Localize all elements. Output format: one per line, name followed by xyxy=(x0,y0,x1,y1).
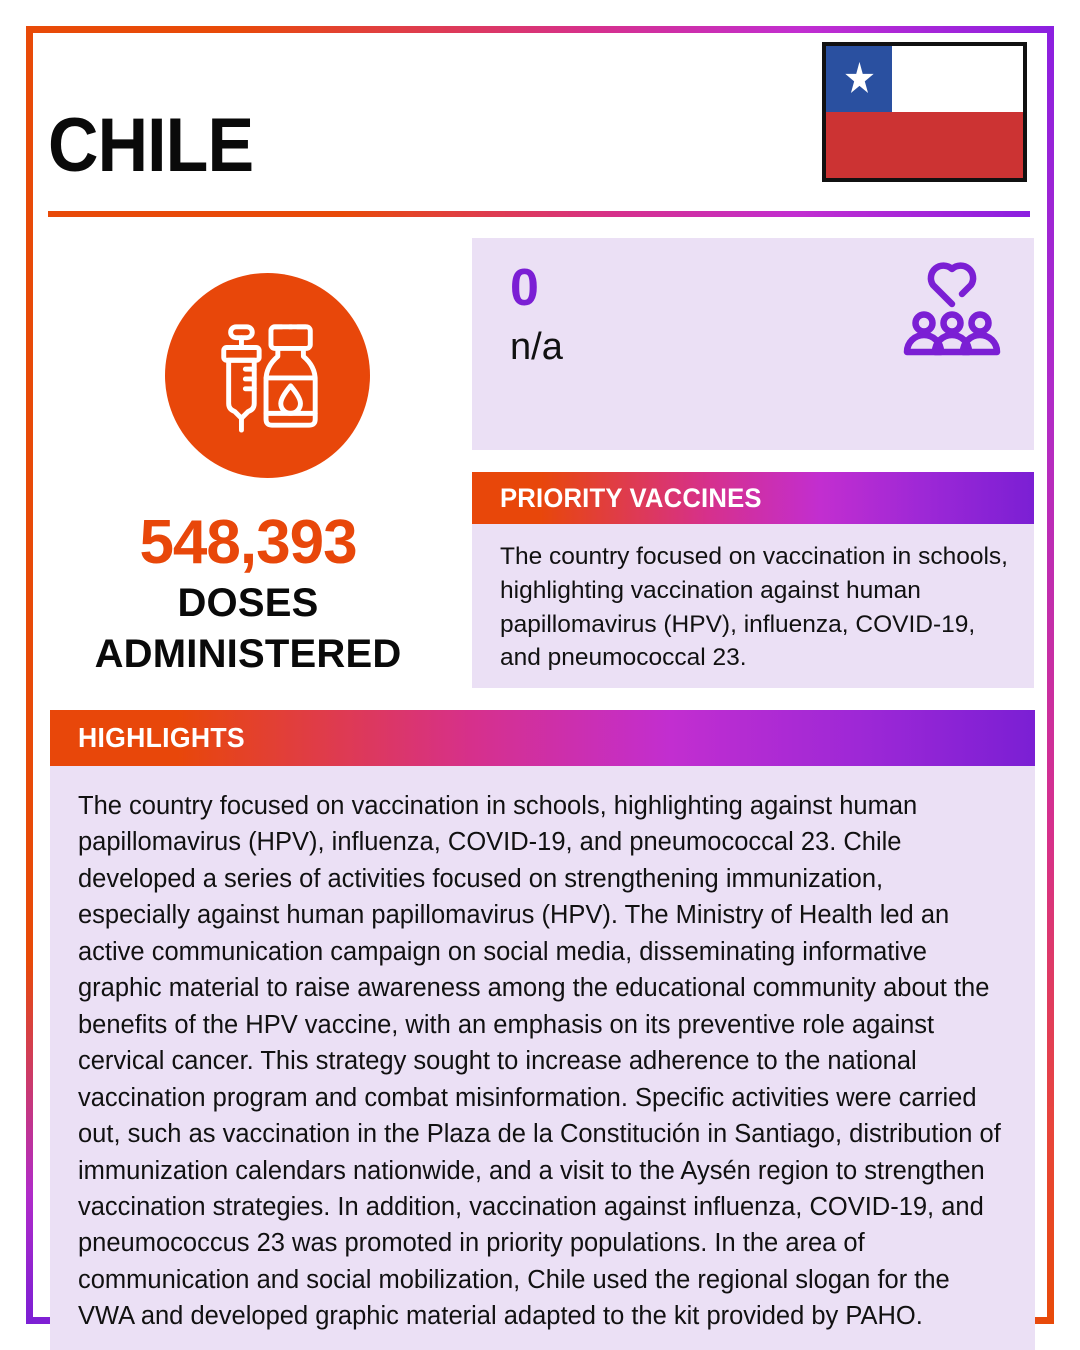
doses-number: 548,393 xyxy=(139,508,357,577)
syringe-vial-icon xyxy=(165,273,370,478)
highlights-header xyxy=(50,710,1035,766)
stat-subtitle: n/a xyxy=(510,326,563,368)
frame-border-left xyxy=(26,26,33,1324)
stat-card xyxy=(472,238,1034,450)
heart-people-icon xyxy=(902,260,1002,360)
frame-border-top xyxy=(26,26,1054,33)
highlights-text: The country focused on vaccination in schools, highlighting against human papillomavirus (HPV), influenza, COVID-19, and pneumococcal 23. Chile developed a series of activities focused on strengthening immunization, especially against human papillomavirus (HPV). The Ministry of Health led an active communication campaign on social media, disseminating informative graphic material to raise awareness among the educational community about the benefits of the HPV vaccine, with an emphasis on its preventive role against cervical cancer. This strategy sought to increase adherence to the national vaccination program and combat misinformation. Specific activities were carried out, such as vaccination in the Plaza de la Constitución in Santiago, distribution of immunization calendars nationwide, and a visit to the Aysén region to strengthen vaccination strategies. In addition, vaccination against influenza, COVID-19, and pneumococcus 23 was promoted in priority populations. In the area of communication and social mobilization, Chile used the regional slogan for the VWA and developed graphic material adapted to the kit provided by PAHO. xyxy=(78,792,1001,1331)
priority-vaccines-text: The country focused on vaccination in schools, highlighting vaccination against human papillomavirus (HPV), influenza, COVID-19, and pneumococcal 23. xyxy=(500,543,1008,672)
highlights-body xyxy=(50,766,1035,1350)
priority-vaccines-panel xyxy=(472,472,1034,688)
flag-red-stripe xyxy=(826,112,1023,178)
highlights-heading: HIGHLIGHTS xyxy=(78,722,245,753)
doses-label-line2: ADMINISTERED xyxy=(94,632,402,677)
flag-white-field xyxy=(892,46,1023,112)
priority-vaccines-body xyxy=(472,524,1034,688)
frame-border-right xyxy=(1047,26,1054,1324)
stat-value: 0 xyxy=(510,259,539,317)
page-title: CHILE xyxy=(48,103,254,188)
doses-label-line1: DOSES xyxy=(177,581,319,625)
doses-label xyxy=(48,578,448,680)
chile-flag-icon xyxy=(822,42,1027,182)
header-divider xyxy=(48,211,1030,217)
priority-vaccines-heading: PRIORITY VACCINES xyxy=(500,482,762,513)
priority-vaccines-header xyxy=(472,472,1034,524)
highlights-panel xyxy=(50,710,1035,1350)
